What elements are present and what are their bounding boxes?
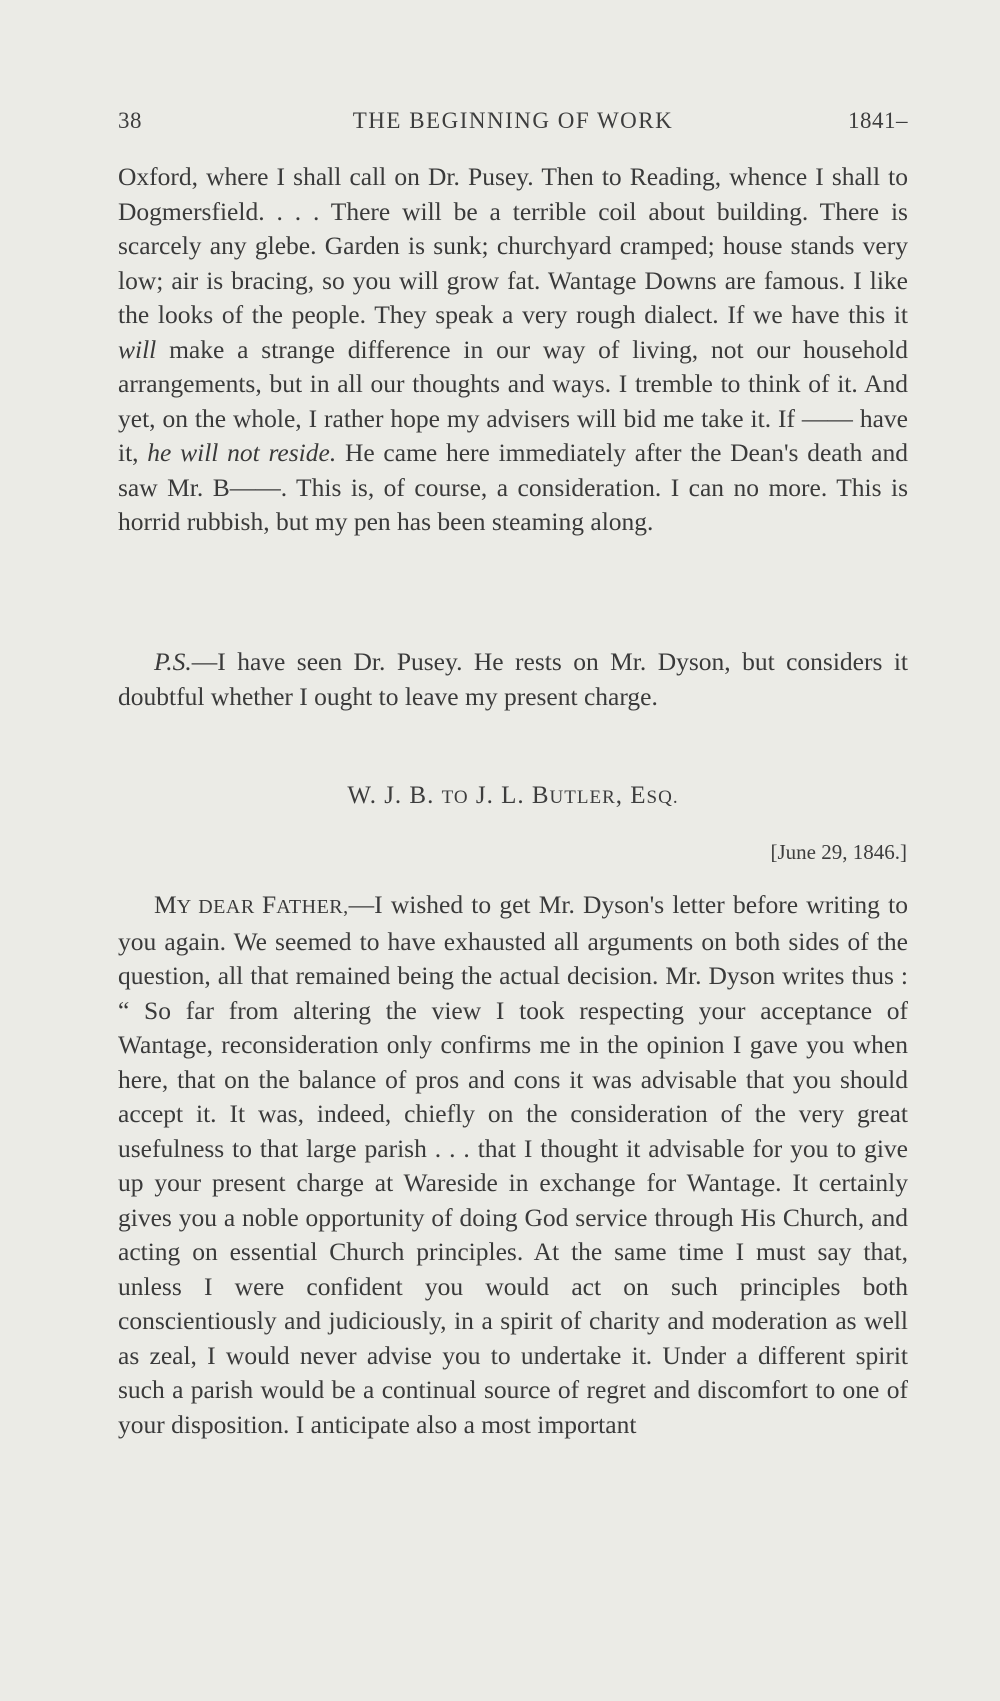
salutation-rest-1: Y DEAR: [176, 896, 262, 918]
running-year: 1841–: [848, 108, 908, 133]
postscript-label: P.S.: [154, 647, 192, 676]
letter-body-text: —I wished to get Mr. Dyson's letter before writing to you again. We seemed to have exhausted all arguments on both sides of the question, all that remained being the actual decision. Mr. Dyson writes thus : “ So far from altering the view I took respecting your acceptance of Wantage, reconsideration only confirms me in the opinion I gave you when here, that on the balance of pros and cons it was advisable that you should accept it. It was, indeed, chiefly on the consideration of the very great usefulness to that large parish . . . that I thought it advisable for you to give up your present charge at Wareside in exchange for Wantage. It certainly gives you a noble opportunity of doing God service through His Church, and acting on essential Church principles. At the same time I must say that, unless I were confident you would act on such principles both conscientiously and judiciously, in a spirit of charity and moderation as well as zeal, I would never advise you to undertake it. Under a different spirit such a parish would be a continual source of regret and discomfort to one of your disposition. I anticipate also a most important: [118, 890, 908, 1439]
letter-to-surname-initial: B: [531, 782, 550, 809]
salutation-initial-1: M: [154, 890, 177, 919]
letter-body-paragraph: [118, 888, 908, 1442]
paragraph-1-emphasis-will: will: [118, 334, 157, 364]
letter-heading: W. J. B. TO J. L. BUTLER, ESQ.: [347, 782, 679, 809]
postscript-paragraph: [118, 645, 908, 714]
letter-date: [June 29, 1846.]: [770, 840, 907, 864]
letter-from: W. J. B.: [347, 782, 435, 809]
paragraph-1-text-c: He came here immediately after the Dean's death and saw Mr. B——. This is, of course, a consideration. I can no more. This is horrid rubbish, but my pen has been steaming along.: [118, 438, 908, 536]
salutation-initial-2: F: [262, 890, 277, 919]
paragraph-1-emphasis-reside: he will not reside.: [147, 438, 337, 467]
letter-suffix-initial: E: [630, 782, 647, 809]
page-number: 38: [118, 108, 142, 133]
running-head: [118, 108, 908, 138]
salutation-rest-2: ATHER,: [276, 896, 349, 918]
running-title: THE BEGINNING OF WORK: [352, 108, 674, 133]
letter-to-surname-rest: UTLER: [549, 787, 616, 808]
postscript-text: —I have seen Dr. Pusey. He rests on Mr. Dyson, but considers it doubtful whether I ought to leave my present charge.: [118, 647, 908, 711]
letter-suffix-rest: SQ.: [646, 787, 679, 808]
paragraph-1-text-b: make a strange difference in our way of living, not our household arrangements, but in all our thoughts and ways. I tremble to think of it. And yet, on the whole, I rather hope my advisers will bid me take it. If —— have it,: [118, 334, 908, 467]
paragraph-1: [118, 160, 908, 540]
letter-to-word: TO: [441, 787, 469, 808]
paragraph-1-text-a: Oxford, where I shall call on Dr. Pusey. Then to Reading, whence I shall to Dogmersfield. . . . There will be a terrible coil about building. There is scarcely any glebe. Garden is sunk; churchyard cramped; house stands very low; air is bracing, so you will grow fat. Wantage Downs are famous. I like the looks of the people. They speak a very rough dialect. If we have this it: [118, 162, 908, 329]
letter-to-initials: J. L.: [475, 782, 525, 809]
